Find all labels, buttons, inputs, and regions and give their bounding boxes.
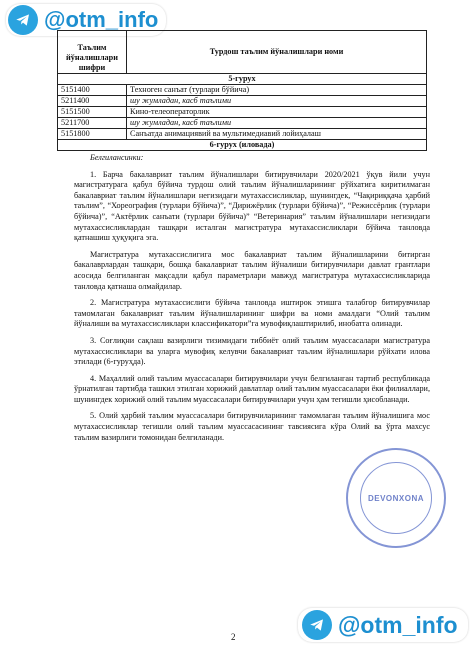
row-name: шу жумладан, касб таълими xyxy=(127,96,427,107)
telegram-icon xyxy=(302,610,332,640)
note-paragraph-5: 4. Маҳаллий олий таълим муассасалари битирувчилари учун белгиланган тартиб республикада ўрнатилган тартибда ташкил этилган хорижий давлатлар олий таълим муассасалари ёки филиаллари, шунингдек хорижий олий таълим муассасалари битирувчилари учун ҳам тегишли ҳисобланади. xyxy=(74,373,430,404)
table-row xyxy=(58,96,427,107)
row-name: Кино-телеоператорлик xyxy=(127,107,427,118)
table-row xyxy=(58,107,427,118)
row-code: 5211700 xyxy=(58,118,127,129)
row-code: 5151800 xyxy=(58,129,127,140)
note-paragraph-1: 1. Барча бакалавриат таълим йўналишлари битирувчилари 2020/2021 ўқув йили учун магистратурага қабул бўйича турдош олий таълим йўналишларининг рўйхатига киритилмаган бакалавриат таълим йўналишлари негизидаги мутахассисликлар, шунингдек, “Чақириққача ҳарбий таълим”, “Хореография (турлари бўйича)”, “Дирижёрлик (турлари бўйича)”, “Режиссёрлик (турлари бўйича)”, “Актёрлик санъати (турлари бўйича)” “Ветеринария” таълим йўналишлари негизидаги мутахассисликлардан ташқари исталган магистратура мутахассисликлари бўйича танловда қатнашиш ҳуқуқига эга. xyxy=(74,169,430,243)
header-name: Турдош таълим йўналишлари номи xyxy=(127,31,427,74)
table-row xyxy=(58,129,427,140)
telegram-handle: @otm_info xyxy=(44,7,159,32)
note-paragraph-4: 3. Соғлиқни сақлаш вазирлиги тизимидаги тиббиёт олий таълим муассасалари магистратура мутахассисликлари ва уларга мувофиқ келувчи бакалавриат таълим йўналишлари рўйхати илова этилади (6-гуруҳда). xyxy=(74,335,430,367)
group-row-footer xyxy=(58,140,427,151)
telegram-channel-badge-bottom[interactable] xyxy=(298,608,468,642)
row-code: 5211400 xyxy=(58,96,127,107)
row-code: 5151500 xyxy=(58,107,127,118)
page-number: 2 xyxy=(231,632,236,642)
row-code: 5151400 xyxy=(58,85,127,96)
notes-heading: Белгилансинки: xyxy=(90,153,144,162)
row-name: шу жумладан, касб таълими xyxy=(127,118,427,129)
table-row xyxy=(58,118,427,129)
specialty-table xyxy=(57,30,427,151)
group-row xyxy=(58,74,427,85)
telegram-handle: @otm_info xyxy=(338,611,458,638)
notes-section xyxy=(74,153,430,449)
note-paragraph-2: Магистратура мутахассислигига мос бакалавриат таълим йўналишларини битирган бакалаврлардан ташқари, бошқа бакалавриат таълим йўналиши битирувчилари давлат грантлари асосида белгиланган мақсадли қабул параметрлари мавжуд магистратура мутахассисликларида танловда қатнаша олмайдилар. xyxy=(74,249,430,291)
row-name: Санъатда анимациявий ва мультимедиавий лойиҳалаш xyxy=(127,129,427,140)
note-paragraph-3: 2. Магистратура мутахассислиги бўйича танловда иштирок этишга талабгор битирувчилар тамомлаган бакалавриат таълим йўналишларининг шифри ва номи амалдаги “Олий таълим йўналиши ва мутахассисликлари классификатори”га мувофиқлаштирилиб, инобатга олинади. xyxy=(74,298,430,329)
row-name: Техноген санъат (турлари бўйича) xyxy=(127,85,427,96)
header-code: Таълим йўналишлари шифри xyxy=(58,31,127,74)
table-row xyxy=(58,85,427,96)
telegram-icon xyxy=(8,5,38,35)
note-paragraph-6: 5. Олий ҳарбий таълим муассасалари битирувчиларининг тамомлаган таълим йўналишига мос мутахассисликлар тегишли олий таълим муассасасининг тавсиясига кўра Олий ва ўрта махсус таълим вазирлиги томонидан белгиланади. xyxy=(74,411,430,442)
group-title: 5-гурух xyxy=(58,74,427,85)
official-stamp xyxy=(346,448,446,548)
table-header-row xyxy=(58,31,427,74)
footer-group-title: 6-гурух (иловада) xyxy=(58,140,427,151)
stamp-center: DEVONXONA xyxy=(360,462,432,534)
